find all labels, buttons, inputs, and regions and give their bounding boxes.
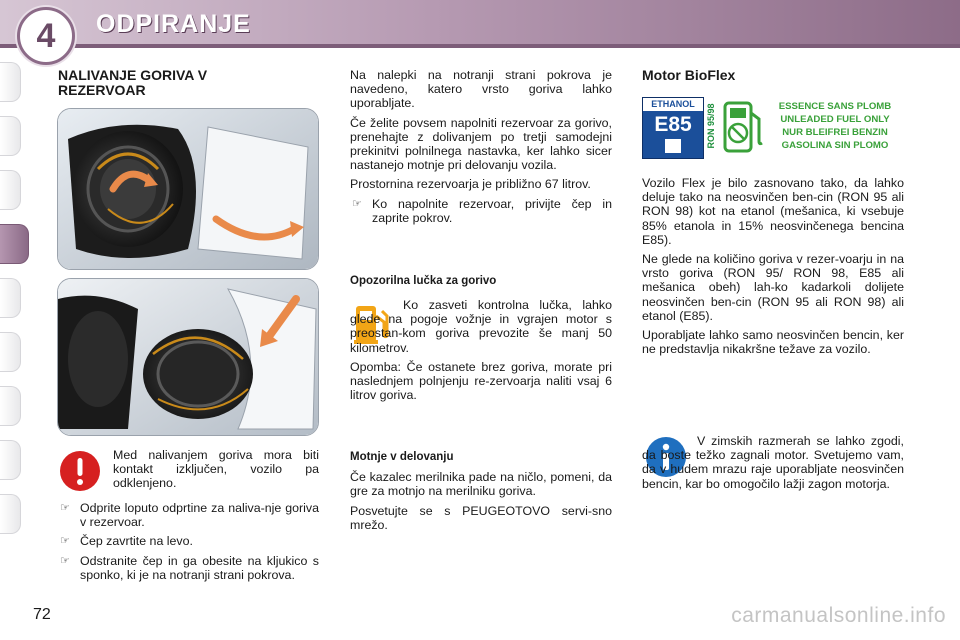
- label-line-en: UNLEADED FUEL ONLY: [780, 114, 890, 125]
- pointing-hand-icon: ☞: [60, 502, 70, 514]
- chapter-tab[interactable]: [0, 386, 21, 426]
- chapter-tab[interactable]: [0, 494, 21, 534]
- flex-refuel-text: Ne glede na količino goriva v rezer-voarju in na vrsto goriva (RON 95/ RON 98, E85 ali mešanica obeh) lah-ko kadarkoli dolijete neosvinčen ben-cin (RON 95 ali RON 98) ali etanol (E85).: [642, 252, 904, 323]
- winter-info-block: [642, 434, 904, 496]
- chapter-tab[interactable]: [0, 440, 21, 480]
- flex-intro-text: Vozilo Flex je bilo zasnovano tako, da lahko deluje tako na neosvinčen ben-cin (RON 95 ali RON 98) kot na etanol (mešanica, ki vsebuje 85% etanola in 15% neosvinčenega bencina E85).: [642, 176, 904, 247]
- warning-text-block: [113, 448, 319, 496]
- label-line-de: NUR BLEIFREI BENZIN: [782, 127, 888, 138]
- chapter-tab[interactable]: [0, 116, 21, 156]
- bullet-item: ☞ Odstranite čep in ga obesite na kljukico s sponko, ki je na notranji strani pokrova.: [60, 553, 319, 582]
- right-column-heading: [642, 68, 904, 83]
- header-shade: [0, 44, 960, 48]
- malfunction-text: Če kazalec merilnika pade na ničlo, pomeni, da gre za motnjo na merilniku goriva.: [350, 470, 612, 499]
- middle-column-top: [350, 68, 612, 230]
- pointing-hand-icon: ☞: [60, 554, 70, 567]
- watermark: carmanualsonline.info: [731, 604, 946, 627]
- malfunction-heading: Motnje v delovanju: [350, 451, 454, 463]
- page-title: ODPIRANJE: [96, 10, 251, 38]
- service-network-text: Posvetujte se s PEUGEOTOVO servi-sno mrežo.: [350, 503, 612, 532]
- label-line-es: GASOLINA SIN PLOMO: [781, 140, 889, 151]
- pointing-hand-icon: ☞: [352, 197, 362, 210]
- e85-badge: [642, 97, 704, 159]
- fuel-type-label: [642, 97, 904, 161]
- page-number: 72: [33, 606, 51, 623]
- sticker-info-text: Na nalepki na notranji strani pokrova je navedeno, katero vrsto goriva lahko uporabljate.: [350, 68, 612, 111]
- winter-info-text: V zimskih razmerah se lahko zgodi, da boste težko zagnali motor. Svetujemo vam, da v hudem mrazu raje uporabljate neosvinčen bencin, kar bo omogočilo lažji zagon motorja.: [642, 434, 904, 491]
- fuel-lamp-text-cont: [350, 298, 612, 407]
- ron-vertical-label: RON 95/98: [706, 103, 716, 149]
- fuel-lamp-section: [350, 274, 612, 288]
- chapter-tab-active[interactable]: [0, 224, 29, 264]
- unleaded-pump-icon: [722, 101, 764, 160]
- chapter-number-badge: 4: [17, 7, 75, 65]
- fuel-lamp-text: Ko zasveti kontrolna lučka, lahko glede na pogoje vožnje in vgrajen motor s preostan-kom goriva prevozite še manj 50 kilometrov.: [350, 298, 612, 355]
- exclamation-icon: [59, 450, 101, 497]
- left-column: [58, 68, 298, 98]
- flex-unleaded-text: Uporabljate lahko samo neosvinčen bencin, ker ne predstavlja nikakršne težave za vozilo.: [642, 328, 904, 357]
- unleaded-text-lines: [766, 100, 904, 152]
- bullet-item: ☞ Odprite loputo odprtine za naliva-nje goriva v rezervoar.: [60, 501, 319, 530]
- warning-text: Med nalivanjem goriva mora biti kontakt izključen, vozilo pa odklenjeno.: [113, 448, 319, 491]
- ethanol-label: ETHANOL: [643, 98, 703, 111]
- chapter-tab[interactable]: [0, 62, 21, 102]
- chapter-tabs: [0, 62, 30, 548]
- bioflex-heading: Motor BioFlex: [642, 67, 736, 83]
- photo-fuel-cap-hook: [57, 278, 319, 436]
- left-bullets: [58, 501, 319, 587]
- section-heading-refuelling: NALIVANJE GORIVA V REZERVOAR: [58, 67, 208, 98]
- chapter-tab[interactable]: [0, 278, 21, 318]
- right-column-body: [642, 176, 904, 361]
- fill-up-text: Če želite povsem napolniti rezervoar za gorivo, prenehajte z dolivanjem po tretji samodejni prekinitvi polnilnega nastavka, ker lahko sicer nastanejo motnje pri delovanju vozila.: [350, 115, 612, 173]
- bullet-item: ☞ Ko napolnite rezervoar, privijte čep in zaprite pokrov.: [352, 196, 612, 225]
- fuel-lamp-note: Opomba: Če ostanete brez goriva, morate pri naslednjem polnjenju re-zervoarja naliti vsaj 6 litrov goriva.: [350, 359, 612, 403]
- chapter-tab[interactable]: [0, 170, 21, 210]
- label-line-fr: ESSENCE SANS PLOMB: [778, 101, 892, 112]
- bullet-item: ☞ Čep zavrtite na levo.: [60, 534, 193, 549]
- chapter-tab[interactable]: [0, 332, 21, 372]
- fuel-cap-illustration: [58, 109, 318, 269]
- pointing-hand-icon: ☞: [60, 535, 70, 548]
- e85-label: E85: [654, 113, 692, 136]
- fuel-lamp-heading: Opozorilna lučka za gorivo: [350, 275, 497, 287]
- manual-book-icon: [665, 139, 681, 153]
- tank-capacity-text: Prostornina rezervoarja je približno 67 litrov.: [350, 177, 591, 192]
- photo-fuel-cap-turn: [57, 108, 319, 270]
- fuel-cap-hook-illustration: [58, 279, 318, 435]
- malfunction-section: [350, 450, 612, 537]
